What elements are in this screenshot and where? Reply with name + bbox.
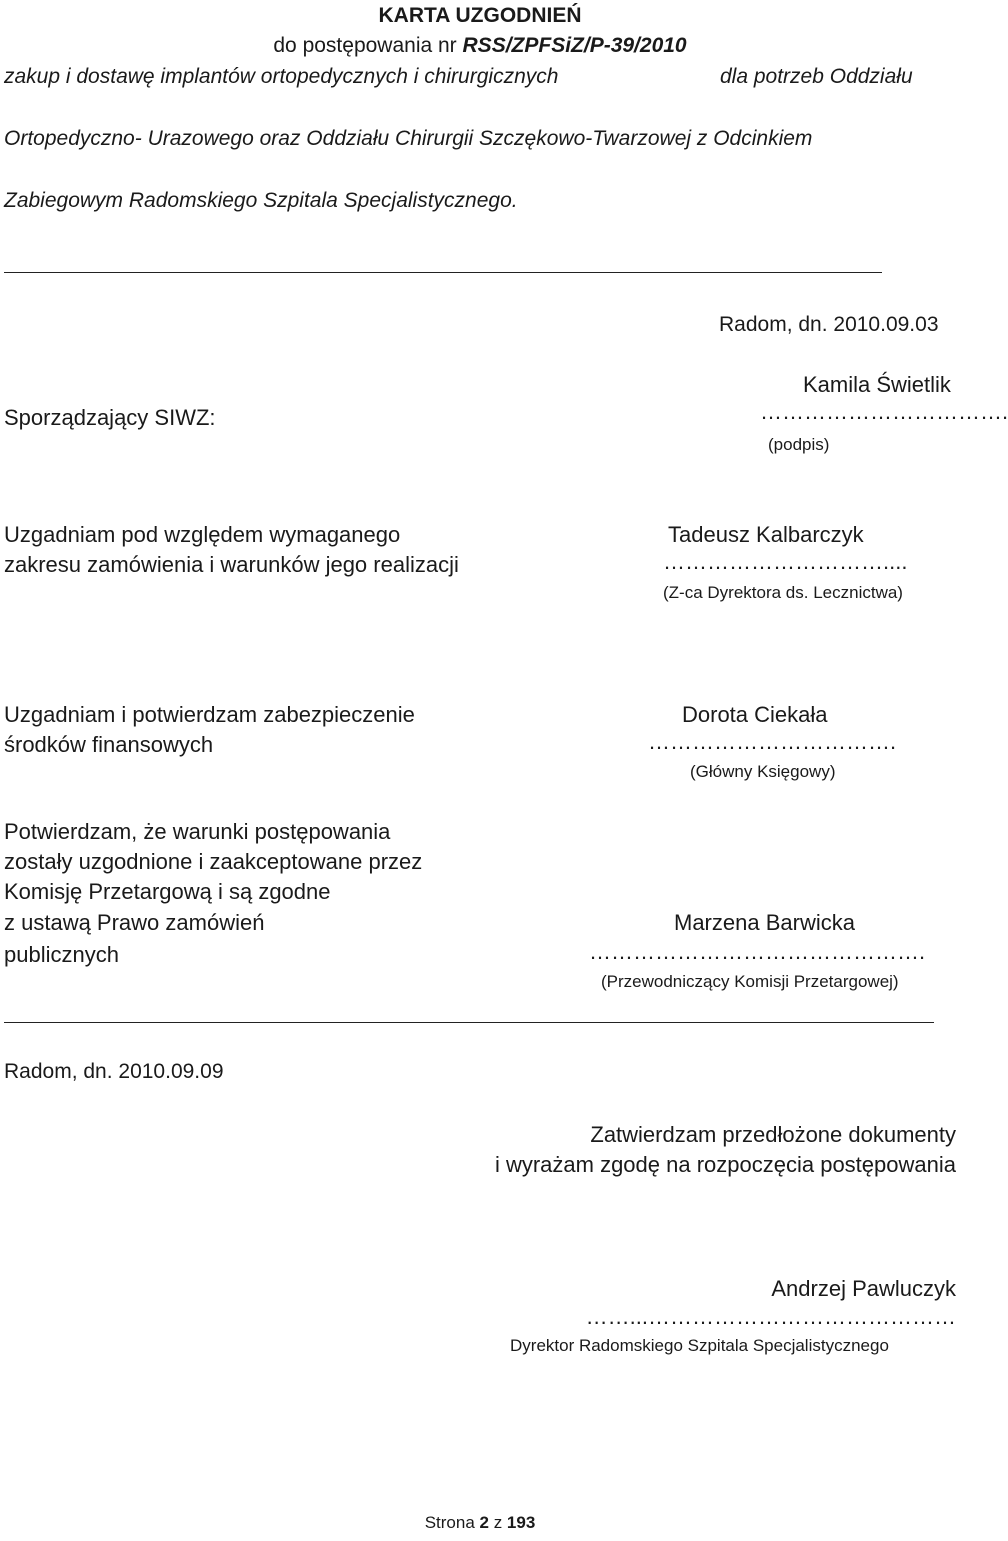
director-name: Andrzej Pawluczyk bbox=[771, 1276, 956, 1301]
siwz-role: (podpis) bbox=[768, 435, 830, 454]
committee-label-line-4: z ustawą Prawo zamówień bbox=[4, 910, 265, 935]
date-bottom: Radom, dn. 2010.09.09 bbox=[4, 1060, 224, 1083]
scope-signature-line: ………………………….... bbox=[663, 549, 908, 574]
document-title: KARTA UZGODNIEŃ bbox=[378, 4, 582, 27]
header-divider bbox=[4, 272, 882, 273]
page-number bbox=[0, 1513, 960, 1533]
page-mid: z bbox=[488, 1513, 507, 1532]
committee-label-line-1: Potwierdzam, że warunki postępowania bbox=[4, 819, 391, 844]
committee-signer-name: Marzena Barwicka bbox=[674, 910, 855, 935]
scope-role bbox=[663, 583, 903, 603]
finance-label-line-2: środków finansowych bbox=[4, 732, 214, 757]
case-number: RSS/ZPFSiZ/P-39/2010 bbox=[462, 34, 687, 57]
finance-label-line-1: Uzgadniam i potwierdzam zabezpieczenie bbox=[4, 702, 415, 727]
committee-signature-line: ………………………………………. bbox=[589, 939, 926, 964]
committee-role: (Przewodniczący Komisji Przetargowej) bbox=[601, 972, 899, 991]
siwz-label: Sporządzający SIWZ: bbox=[4, 405, 216, 430]
finance-role: (Główny Księgowy) bbox=[690, 762, 836, 781]
middle-divider bbox=[4, 1022, 934, 1023]
approval-line-2: i wyrażam zgodę na rozpoczęcia postępowania bbox=[494, 1152, 956, 1177]
scope-role-prefix: (Z-ca Dyrektora ds. bbox=[663, 583, 814, 602]
case-subtitle bbox=[0, 34, 960, 58]
director-role: Dyrektor Radomskiego Szpitala Specjalistycznego bbox=[510, 1336, 889, 1355]
siwz-signer-name: Kamila Świetlik bbox=[803, 372, 951, 397]
finance-signer-name: Dorota Ciekała bbox=[682, 702, 828, 727]
approval-line-1: Zatwierdzam przedłożone dokumenty bbox=[590, 1122, 956, 1147]
page-prefix: Strona bbox=[424, 1513, 480, 1532]
committee-label-line-2: zostały uzgodnione i zaakceptowane przez bbox=[4, 849, 423, 874]
subject-line-2: Ortopedyczno- Urazowego oraz Oddziału Chirurgii Szczękowo-Twarzowej z Odcinkiem bbox=[4, 127, 813, 150]
committee-label-line-3: Komisję Przetargową i są zgodne bbox=[4, 879, 331, 904]
director-signature-line: ……...…………………………………… bbox=[585, 1304, 956, 1329]
scope-role-suffix: Lecznictwa) bbox=[813, 583, 903, 602]
scope-label-line-2: zakresu zamówienia i warunków jego realizacji bbox=[4, 552, 459, 577]
scope-signer-name: Tadeusz Kalbarczyk bbox=[668, 522, 864, 547]
finance-signature-line: ……………………………. bbox=[648, 729, 897, 754]
subject-line-1-right: dla potrzeb Oddziału bbox=[720, 65, 913, 88]
page-current: 2 bbox=[479, 1513, 489, 1532]
committee-label-line-5: publicznych bbox=[4, 942, 119, 967]
case-subtitle-prefix: do postępowania nr bbox=[273, 34, 463, 57]
date-top: Radom, dn. 2010.09.03 bbox=[719, 313, 939, 336]
subject-line-3: Zabiegowym Radomskiego Szpitala Specjalistycznego. bbox=[4, 189, 518, 212]
page-total: 193 bbox=[506, 1513, 536, 1532]
subject-line-1-left: zakup i dostawę implantów ortopedycznych i chirurgicznych bbox=[4, 65, 559, 88]
scope-label-line-1: Uzgadniam pod względem wymaganego bbox=[4, 522, 401, 547]
siwz-signature-line: ……………………………. bbox=[760, 399, 1008, 424]
